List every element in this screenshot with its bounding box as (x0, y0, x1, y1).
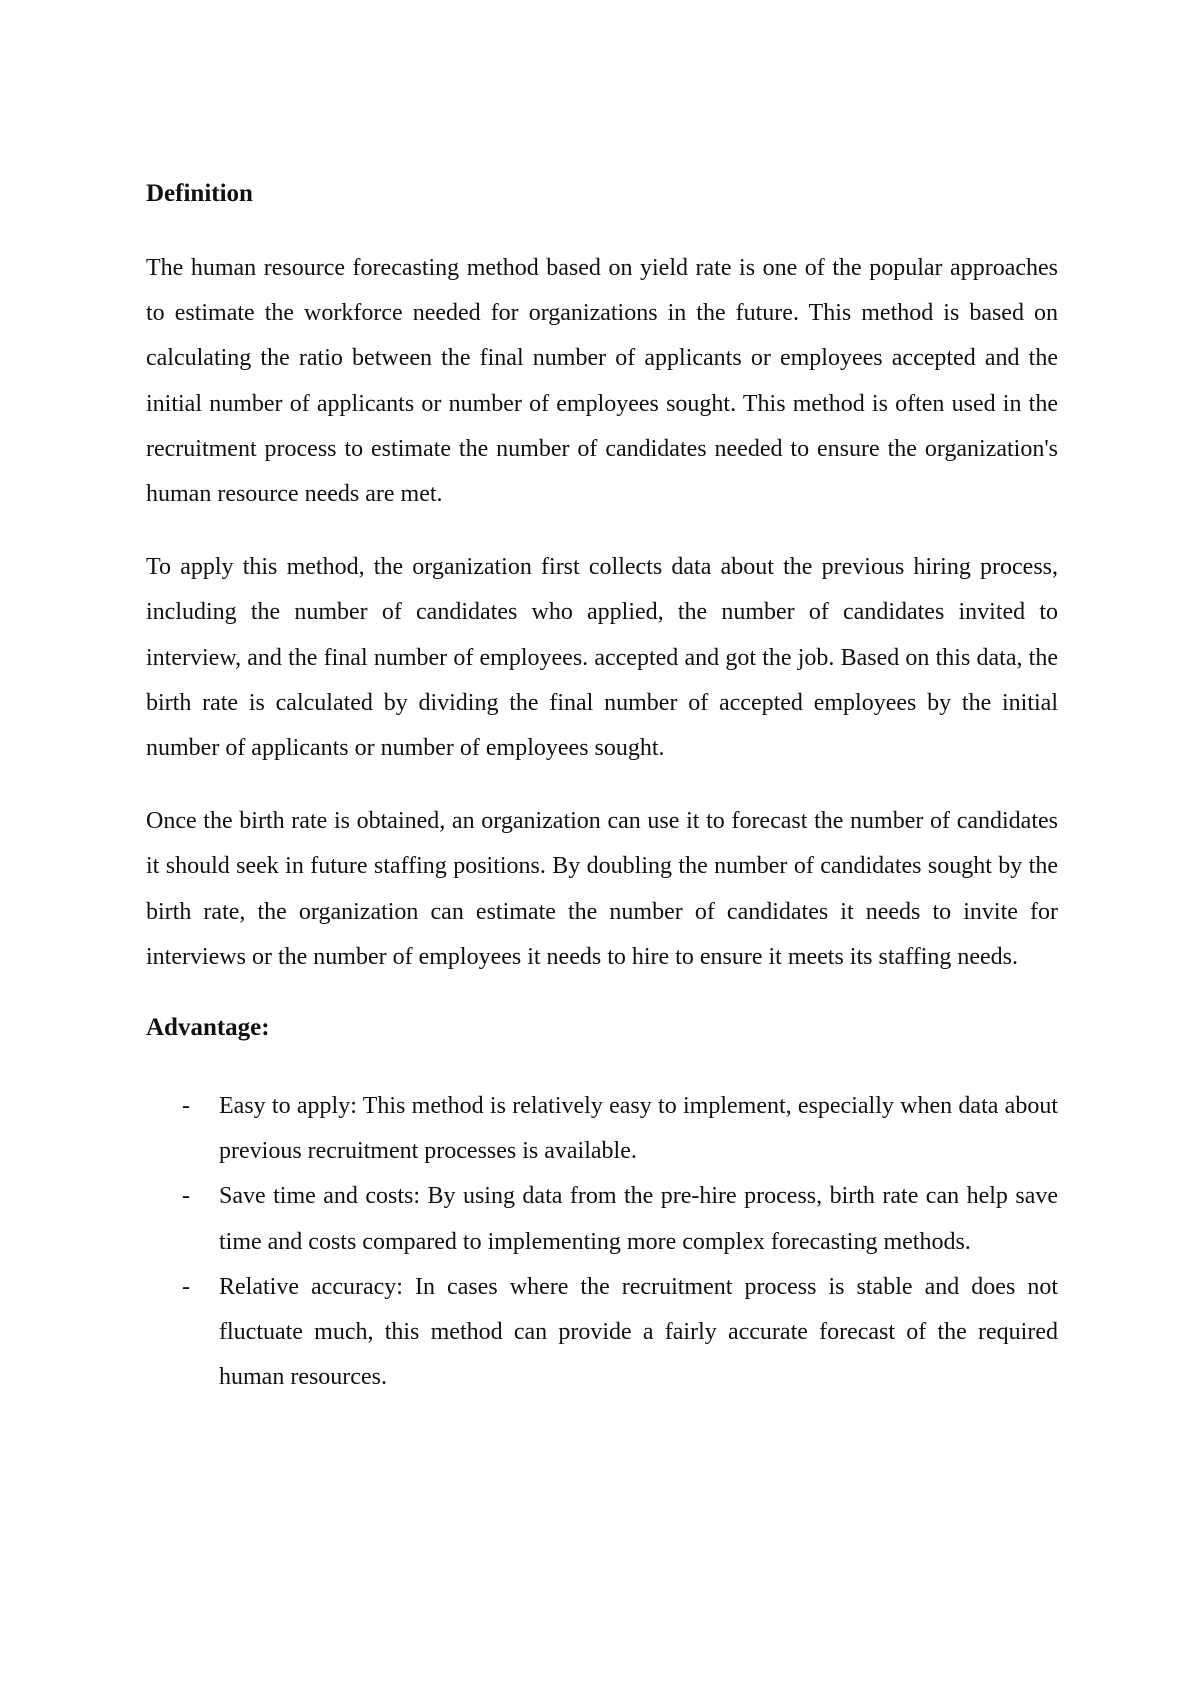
bullet-dash-icon: - (182, 1183, 190, 1210)
definition-paragraph-1: The human resource forecasting method based on yield rate is one of the popular approaches to estimate the workforce needed for organizations in the future. This method is based on calculating the ratio between the final number of applicants or employees accepted and the initial number of applicants or number of employees sought. This method is often used in the recruitment process to estimate the number of candidates needed to ensure the organization's human resource needs are met. (146, 255, 1058, 508)
definition-paragraph-2: To apply this method, the organization first collects data about the previous hiring process, including the number of candidates who applied, the number of candidates invited to interview, and the final number of employees. accepted and got the job. Based on this data, the birth rate is calculated by dividing the final number of accepted employees by the initial number of applicants or number of employees sought. (146, 554, 1058, 762)
advantage-list (146, 1084, 1058, 1400)
document-page (146, 176, 1058, 1400)
advantage-item-text: Save time and costs: By using data from the pre-hire process, birth rate can help save time and costs compared to implementing more complex forecasting methods. (219, 1183, 1058, 1255)
advantage-item-relative-accuracy (146, 1265, 1058, 1401)
advantage-item-text: Relative accuracy: In cases where the recruitment process is stable and does not fluctuate much, this method can provide a fairly accurate forecast of the required human resources. (219, 1273, 1058, 1391)
advantage-item-easy-to-apply (146, 1084, 1058, 1174)
bullet-dash-icon: - (182, 1093, 190, 1120)
definition-paragraph-3: Once the birth rate is obtained, an organization can use it to forecast the number of candidates it should seek in future staffing positions. By doubling the number of candidates sought by the birth rate, the organization can estimate the number of candidates it needs to invite for interviews or the number of employees it needs to hire to ensure it meets its staffing needs. (146, 808, 1058, 970)
advantage-heading: Advantage: (146, 1014, 270, 1042)
advantage-item-save-time (146, 1174, 1058, 1264)
definition-heading: Definition (146, 180, 253, 207)
bullet-dash-icon: - (182, 1273, 190, 1300)
advantage-item-text: Easy to apply: This method is relatively easy to implement, especially when data about previous recruitment processes is available. (219, 1093, 1058, 1165)
